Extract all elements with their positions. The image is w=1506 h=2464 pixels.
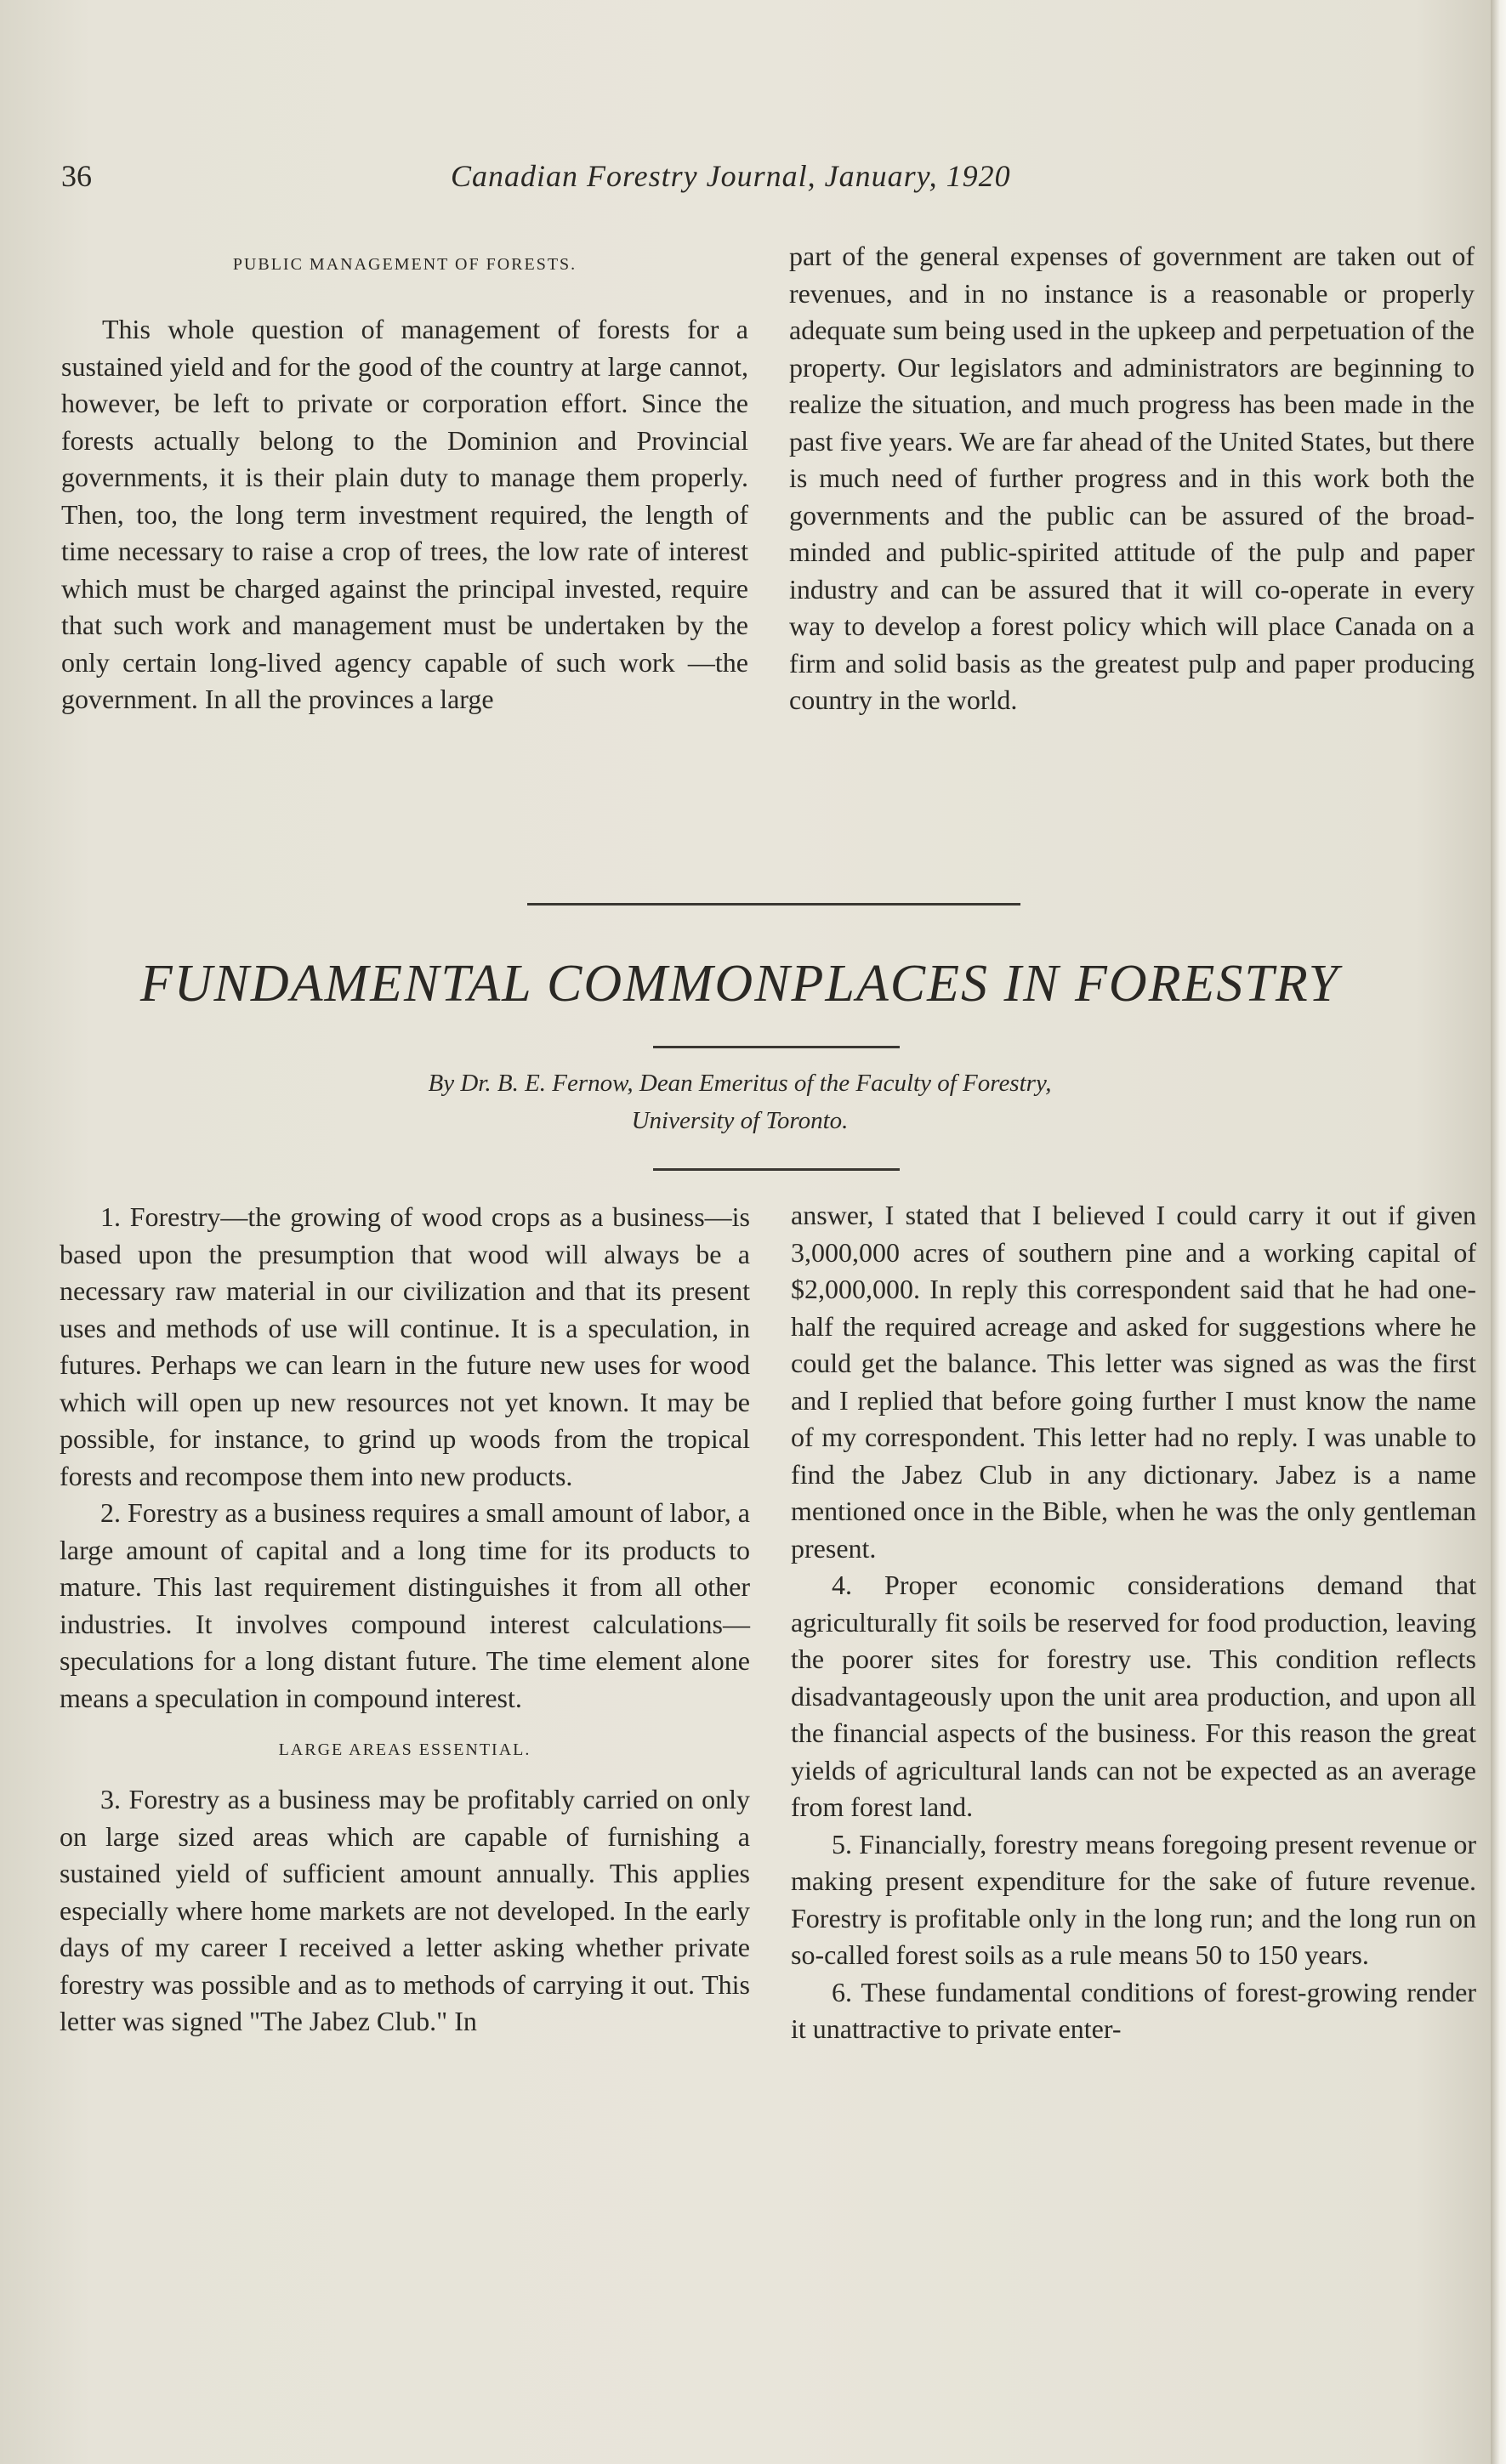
article-title: FUNDAMENTAL COMMONPLACES IN FORESTRY xyxy=(139,955,1340,1013)
body-right-column xyxy=(791,1197,1476,2048)
running-head: Canadian Forestry Journal, January, 1920 xyxy=(451,159,1011,193)
page-edge xyxy=(1491,0,1506,2464)
paragraph: 2. Forestry as a business requires a small amount of labor, a large amount of capital and a long time for its products to mature. This last requirement distinguishes it from all other industries. It involves compound interest calculations—speculations for a long distant future. The time element alone means a speculation in compound interest. xyxy=(60,1497,750,1713)
page-number: 36 xyxy=(61,159,92,193)
page-header xyxy=(61,158,1116,209)
byline xyxy=(0,1065,1480,1139)
byline-rule xyxy=(653,1168,900,1171)
section-heading: PUBLIC MANAGEMENT OF FORESTS. xyxy=(232,255,577,274)
top-right-column xyxy=(789,238,1475,719)
paragraph: part of the general expenses of government are taken out of revenues, and in no instance is a reasonable or properly adequate sum being used in the upkeep and perpetuation of the property. Our legislators and administrators are beginning to realize the situation, and much progress has been made in the past five years. We are far ahead of the United States, but there is much need of further progress and in this work both the governments and the public can be assured of the broad-minded and public-spirited attitude of the pulp and paper industry and can be assured that it will co-operate in every way to develop a forest policy which will place Canada on a firm and solid basis as the greatest pulp and paper producing country in the world. xyxy=(789,241,1475,715)
top-left-column xyxy=(61,252,748,718)
title-rule xyxy=(653,1046,900,1048)
paragraph: This whole question of management of forests for a sustained yield and for the good of the country at large cannot, however, be left to private or corporation effort. Since the forests actually belong to the Dominion and Provincial governments, it is their plain duty to manage them properly. Then, too, the long term investment required, the length of time necessary to raise a crop of trees, the low rate of interest which must be charged against the principal invested, require that such work and management must be undertaken by the only certain long-lived agency capable of such work —the government. In all the provinces a large xyxy=(61,314,748,714)
paragraph: 5. Financially, forestry means foregoing present revenue or making present expenditure for the sake of future revenue. Forestry is profitable only in the long run; and the long run on so-called forest soils as a rule means 50 to 150 years. xyxy=(791,1828,1476,1970)
paragraph: 4. Proper economic considerations demand that agriculturally fit soils be reserved for food production, leaving the poorer sites for forestry use. This condition reflects disadvantageously upon the unit area production, and upon all the financial aspects of the business. For this reason the great yields of agricultural lands can not be expected as an average from forest land. xyxy=(791,1570,1476,1822)
section-heading: LARGE AREAS ESSENTIAL. xyxy=(278,1740,531,1759)
byline-line: By Dr. B. E. Fernow, Dean Emeritus of the Faculty of Forestry, xyxy=(428,1070,1052,1097)
byline-line: University of Toronto. xyxy=(631,1107,849,1134)
paragraph: answer, I stated that I believed I could carry it out if given 3,000,000 acres of southern pine and a working capital of $2,000,000. In reply this correspondent said that he had one-half the required acreage and asked for suggestions where he could get the balance. This letter was signed as was the first and I replied that before going further I must know the name of my correspondent. This letter had no reply. I was unable to find the Jabez Club in any dictionary. Jabez is a name mentioned once in the Bible, when he was the only gentleman present. xyxy=(791,1200,1476,1564)
body-left-column xyxy=(60,1199,750,2041)
paragraph: 3. Forestry as a business may be profitably carried on only on large sized areas which are capable of furnishing a sustained yield of sufficient amount annually. This applies especially where home markets are not developed. In the early days of my career I received a letter asking whether private forestry was possible and as to methods of carrying it out. This letter was signed "The Jabez Club." In xyxy=(60,1784,750,2036)
paragraph: 6. These fundamental conditions of forest-growing render it unattractive to private enter- xyxy=(791,1976,1476,2044)
divider-rule xyxy=(527,903,1020,906)
paragraph: 1. Forestry—the growing of wood crops as a business—is based upon the presumption that wood will always be a necessary raw material in our civilization and that its present uses and methods of use will continue. It is a speculation, in futures. Perhaps we can learn in the future new uses for wood which will open up new resources not yet known. It may be possible, for instance, to grind up woods from the tropical forests and recompose them into new products. xyxy=(60,1201,750,1491)
